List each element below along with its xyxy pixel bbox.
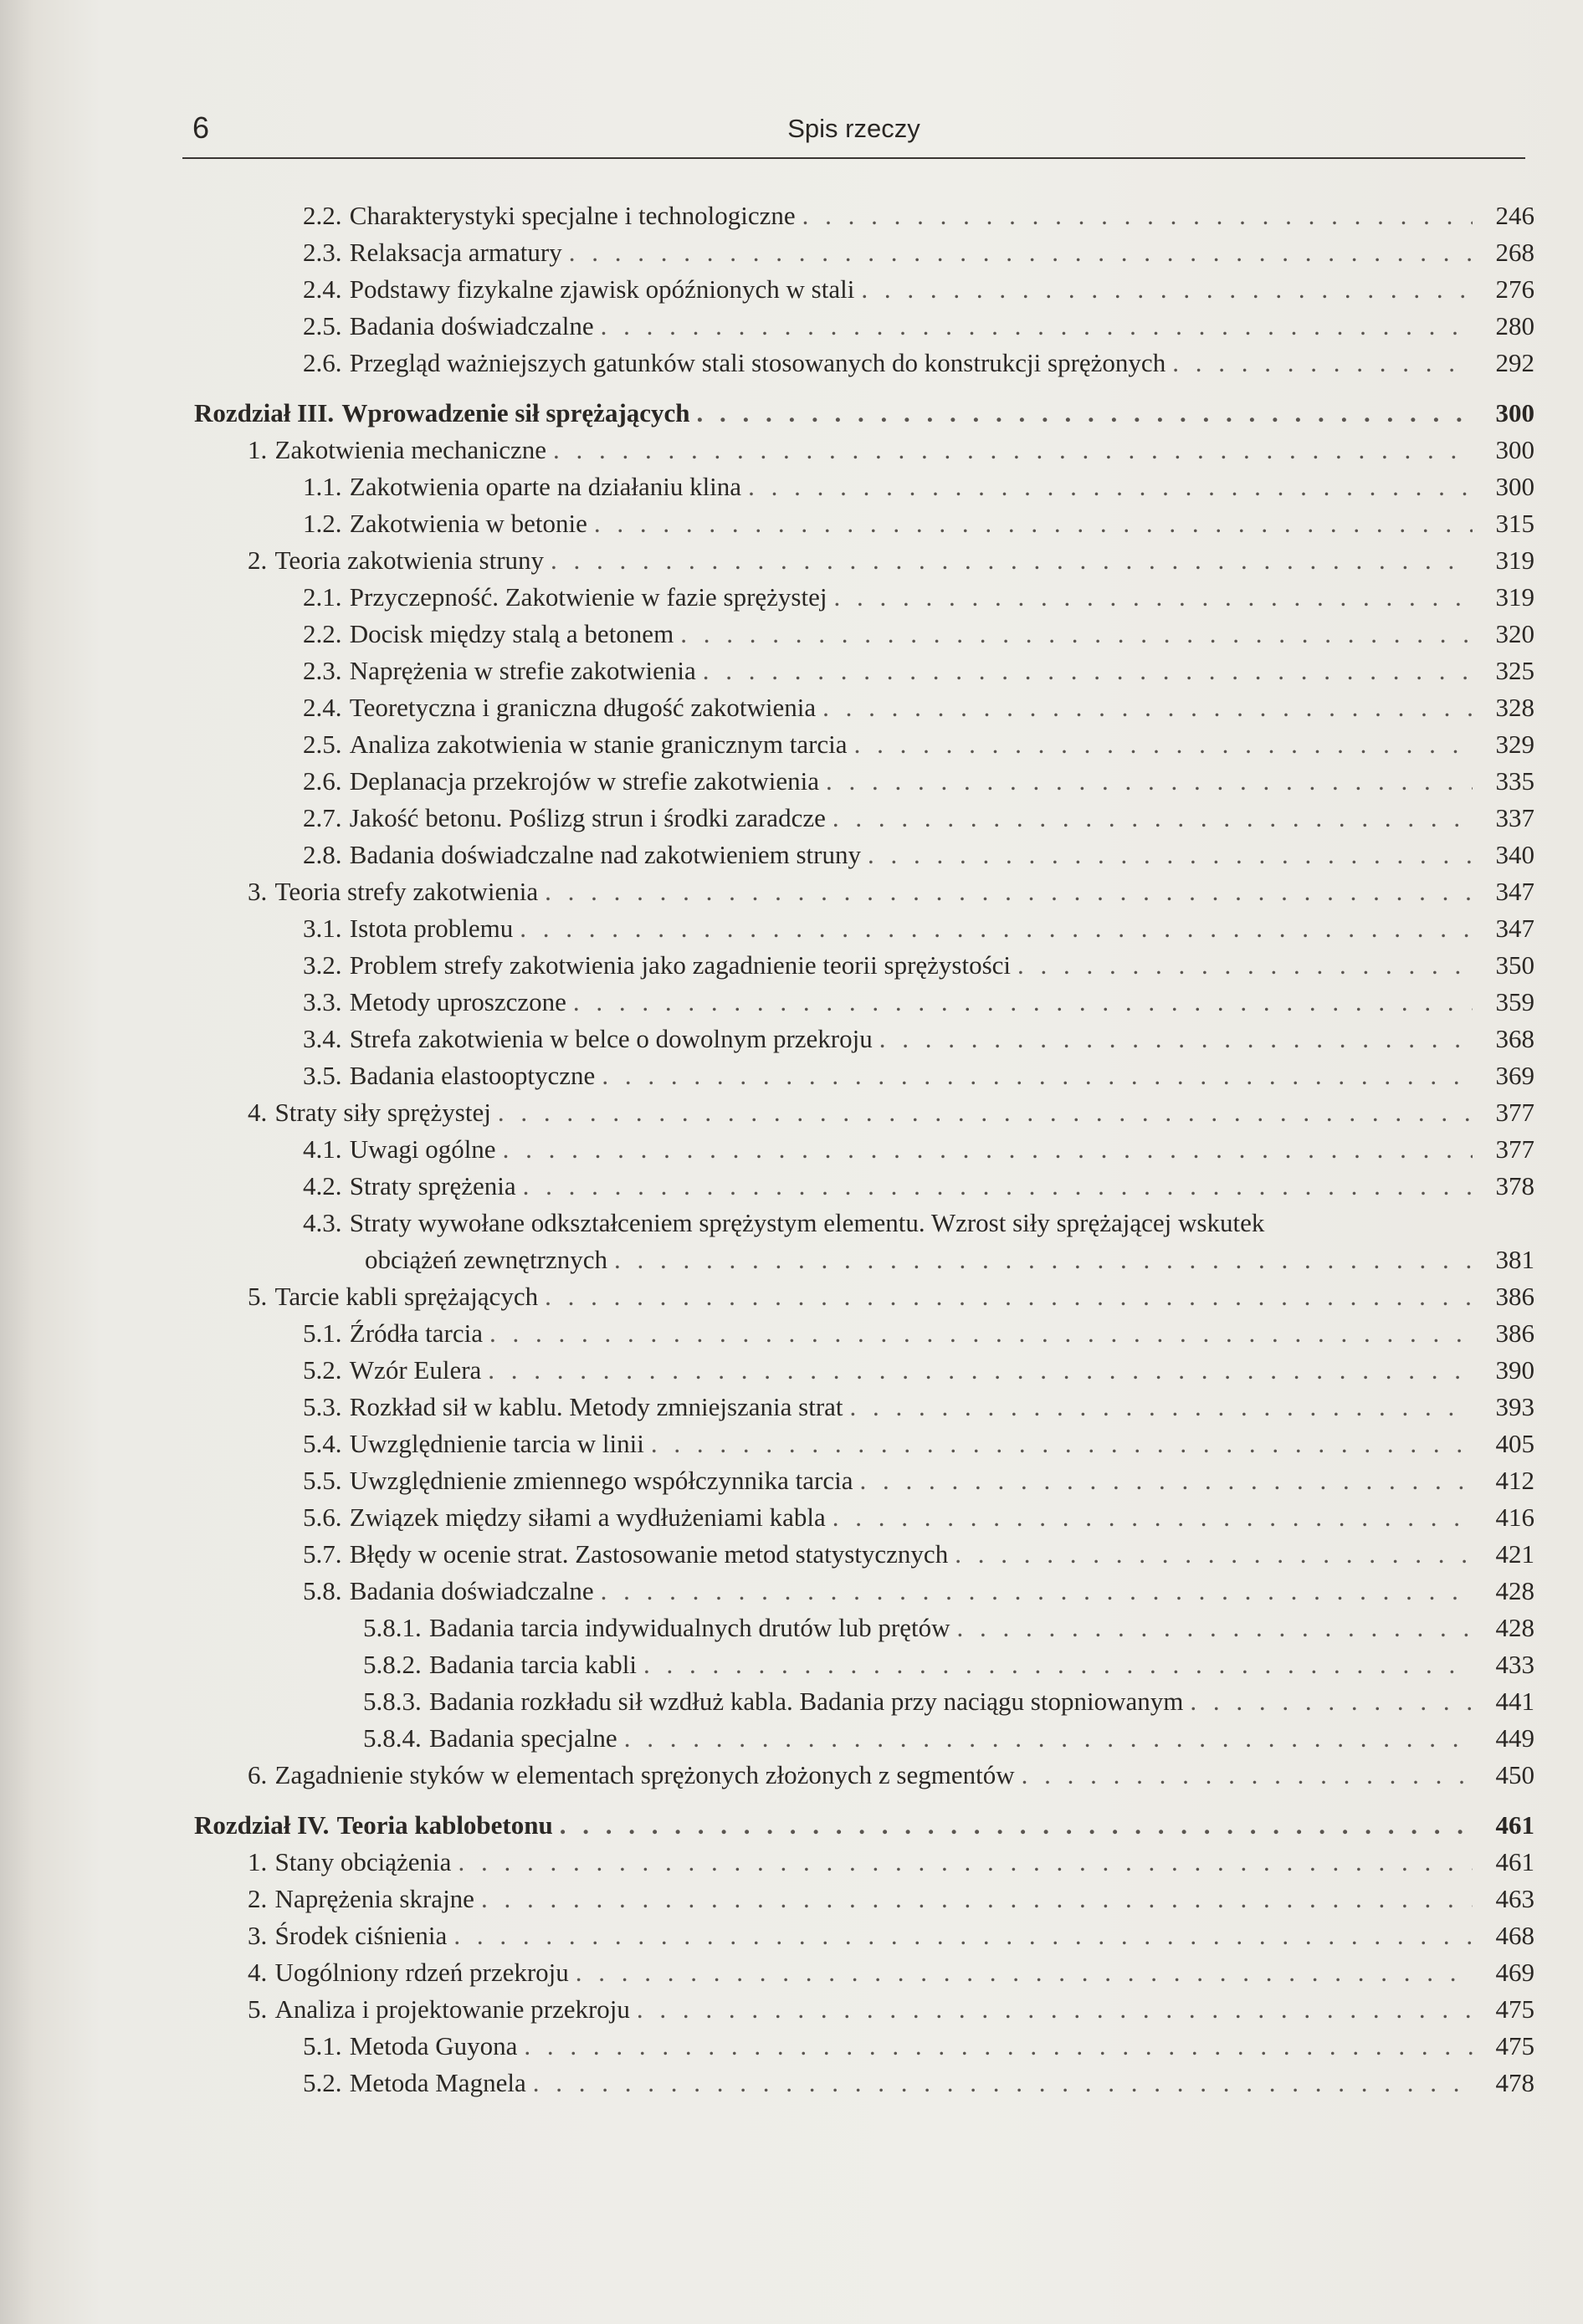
toc-entry-number: 1.1. (303, 472, 342, 501)
toc-entry-number: 4.3. (303, 1208, 342, 1237)
running-title: Spis rzeczy (787, 114, 920, 143)
toc-entry-page: 300 (1495, 398, 1534, 427)
toc-entry-number: 5.2. (303, 1355, 342, 1385)
toc-entry (303, 1389, 1534, 1426)
toc-entry (363, 1720, 1534, 1757)
toc-entry-title: Badania doświadczalne (349, 311, 594, 340)
dot-leader (643, 1646, 1473, 1683)
toc-entry-number: 6. (248, 1760, 268, 1789)
toc-entry-title: Naprężenia w strefie zakotwienia (349, 656, 696, 685)
toc-entry-title: Badania doświadczalne (349, 1576, 594, 1605)
toc-entry-number: 2.4. (303, 274, 342, 304)
toc-entry-number: 5.4. (303, 1429, 342, 1458)
dot-leader (551, 542, 1473, 579)
toc-entry-title: Straty wywołane odkształceniem sprężystym elementu. Wzrost siły sprężającej wskutek (349, 1208, 1265, 1237)
toc-entry-title: Uogólniony rdzeń przekroju (274, 1958, 569, 1987)
dot-leader (703, 653, 1473, 689)
toc-entry-title: Straty siły sprężystej (274, 1098, 491, 1127)
toc-entry-number: 3.3. (303, 987, 342, 1016)
toc-entry-title: Metoda Guyona (349, 2031, 518, 2060)
toc-entry-page: 300 (1495, 435, 1534, 464)
toc-entry (303, 726, 1534, 763)
dot-leader (832, 800, 1473, 837)
toc-entry-title: Badania rozkładu sił wzdłuż kabla. Badania przy naciągu stopniowanym (429, 1687, 1184, 1716)
dot-leader (503, 1131, 1473, 1168)
toc-entry (303, 1499, 1534, 1536)
dot-leader (601, 1573, 1473, 1610)
dot-leader (488, 1352, 1473, 1389)
toc-entry-title: obciążeń zewnętrznych (365, 1245, 608, 1274)
toc-entry-number: 5. (248, 1282, 268, 1311)
toc-entry-number: 5.8.4. (363, 1723, 422, 1753)
toc-entry-title: Tarcie kabli sprężających (274, 1282, 539, 1311)
dot-leader (1190, 1683, 1473, 1720)
toc-entry-title: Problem strefy zakotwienia jako zagadnienie teorii sprężystości (349, 950, 1012, 980)
toc-entry-page: 292 (1495, 348, 1534, 377)
toc-entry-title: Błędy w ocenie strat. Zastosowanie metod statystycznych (349, 1539, 949, 1569)
toc-entry (248, 873, 1534, 910)
toc-entry (303, 984, 1534, 1021)
toc-entry-page: 475 (1495, 1994, 1534, 2024)
dot-leader (524, 2028, 1473, 2065)
toc-entry-title: Metody uproszczone (349, 987, 566, 1016)
dot-leader (955, 1536, 1473, 1573)
toc-entry-title: Zakotwienia mechaniczne (274, 435, 547, 464)
dot-leader (1017, 947, 1473, 984)
toc-entry-number: 2. (248, 545, 268, 575)
toc-entry-page: 268 (1495, 238, 1534, 267)
toc-entry-number: 2.5. (303, 311, 342, 340)
dot-leader (533, 2065, 1473, 2101)
toc-entry-title: Teoria strefy zakotwienia (274, 877, 539, 906)
toc-entry (303, 1021, 1534, 1057)
dot-leader (560, 1807, 1473, 1844)
toc-entry-number: 1.2. (303, 509, 342, 538)
toc-entry (303, 234, 1534, 271)
toc-entry-page: 246 (1495, 201, 1534, 230)
toc-entry (303, 197, 1534, 234)
toc-entry-page: 393 (1495, 1392, 1534, 1421)
dot-leader (748, 468, 1473, 505)
toc-entry-number: 2.3. (303, 656, 342, 685)
toc-entry-title: Przyczepność. Zakotwienie w fazie sprężystej (349, 582, 827, 612)
toc-entry-page: 368 (1495, 1024, 1534, 1053)
toc-entry-page: 280 (1495, 311, 1534, 340)
dot-leader (832, 1499, 1473, 1536)
toc-entry (303, 616, 1534, 653)
toc-entry (363, 1646, 1534, 1683)
dot-leader (601, 308, 1473, 345)
dot-leader (489, 1315, 1473, 1352)
toc-entry-page: 416 (1495, 1502, 1534, 1532)
toc-entry (303, 689, 1534, 726)
toc-entry (248, 542, 1534, 579)
toc-entry-page: 475 (1495, 2031, 1534, 2060)
toc-entry-number: 2. (248, 1884, 268, 1913)
dot-leader (956, 1610, 1473, 1646)
toc-entry-title: Analiza i projektowanie przekroju (274, 1994, 630, 2024)
toc-entry (303, 579, 1534, 616)
toc-entry-page: 276 (1495, 274, 1534, 304)
toc-entry (303, 1352, 1534, 1389)
toc-entry (303, 800, 1534, 837)
dot-leader (602, 1057, 1473, 1094)
toc-entry-page: 412 (1495, 1466, 1534, 1495)
toc-entry-page: 461 (1495, 1810, 1534, 1840)
toc-entry-number: 5.1. (303, 1318, 342, 1348)
toc-entry (303, 2065, 1534, 2101)
toc-entry-page: 329 (1495, 729, 1534, 759)
toc-entry-page: 377 (1495, 1134, 1534, 1164)
dot-leader (520, 910, 1473, 947)
toc-entry-page: 469 (1495, 1958, 1534, 1987)
dot-leader (453, 1917, 1473, 1954)
toc-entry (303, 1536, 1534, 1573)
toc-entry-page: 463 (1495, 1884, 1534, 1913)
toc-entry-number: 3.5. (303, 1061, 342, 1090)
toc-entry-title: Stany obciążenia (274, 1847, 452, 1876)
toc-entry-title: Metoda Magnela (349, 2068, 526, 2097)
dot-leader (545, 1278, 1473, 1315)
toc-entry-page: 340 (1495, 840, 1534, 869)
toc-entry (303, 308, 1534, 345)
toc-entry (248, 1757, 1534, 1794)
toc-entry-page: 478 (1495, 2068, 1534, 2097)
toc-entry-title: Zagadnienie styków w elementach sprężonych złożonych z segmentów (274, 1760, 1015, 1789)
toc-entry-title: Podstawy fizykalne zjawisk opóźnionych w stali (349, 274, 855, 304)
toc-entry-title: Jakość betonu. Poślizg strun i środki zaradcze (349, 803, 826, 832)
toc-entry-page: 315 (1495, 509, 1534, 538)
toc-entry (303, 2028, 1534, 2065)
dot-leader (553, 432, 1473, 468)
toc-entry (303, 1205, 1534, 1241)
toc-entry-number: 3. (248, 1921, 268, 1950)
toc-entry (248, 1844, 1534, 1881)
toc-entry-title: Rozkład sił w kablu. Metody zmniejszania strat (349, 1392, 843, 1421)
toc-entry-page: 350 (1495, 950, 1534, 980)
toc-entry-page: 325 (1495, 656, 1534, 685)
toc-entry-title: Wzór Eulera (349, 1355, 482, 1385)
toc-entry-title: Teoria zakotwienia struny (274, 545, 545, 575)
dot-leader (826, 763, 1473, 800)
toc-entry-number: 5.8.3. (363, 1687, 422, 1716)
toc-entry (248, 1991, 1534, 2028)
toc-chapter-title: Teoria kablobetonu (336, 1810, 553, 1840)
toc-entry (303, 1315, 1534, 1352)
toc-entry-number: 3.1. (303, 914, 342, 943)
toc-entry-page: 386 (1495, 1318, 1534, 1348)
toc-entry (248, 432, 1534, 468)
toc-entry (303, 1131, 1534, 1168)
toc-entry-page: 378 (1495, 1171, 1534, 1200)
toc-entry-page: 347 (1495, 877, 1534, 906)
toc-entry (303, 1426, 1534, 1462)
toc-entry-page: 319 (1495, 582, 1534, 612)
dot-leader (1172, 345, 1473, 381)
dot-leader (651, 1426, 1473, 1462)
dot-leader (1022, 1757, 1473, 1794)
dot-leader (569, 234, 1473, 271)
toc-entry-number: 4. (248, 1098, 268, 1127)
dot-leader (624, 1720, 1473, 1757)
toc-entry-page: 450 (1495, 1760, 1534, 1789)
toc-entry-page: 449 (1495, 1723, 1534, 1753)
toc-entry (303, 1057, 1534, 1094)
toc-entry-title: Badania tarcia indywidualnych drutów lub prętów (429, 1613, 950, 1642)
toc-entry-page: 328 (1495, 693, 1534, 722)
toc-entry-number: 2.8. (303, 840, 342, 869)
toc-entry-page: 335 (1495, 766, 1534, 796)
dot-leader (594, 505, 1473, 542)
toc-entry-number: 5.5. (303, 1466, 342, 1495)
dot-leader (458, 1844, 1473, 1881)
dot-leader (802, 197, 1473, 234)
toc-entry-continuation (365, 1241, 1534, 1278)
toc-entry-number: 2.4. (303, 693, 342, 722)
toc-entry-page: 337 (1495, 803, 1534, 832)
page-header (182, 110, 1525, 159)
toc-entry-title: Istota problemu (349, 914, 514, 943)
toc-entry-title: Zakotwienia w betonie (349, 509, 587, 538)
toc-entry-title: Docisk między stalą a betonem (349, 619, 674, 648)
toc-chapter (194, 1807, 1534, 1844)
dot-leader (576, 1954, 1473, 1991)
toc-entry-number: 4. (248, 1958, 268, 1987)
toc-entry-page: 441 (1495, 1687, 1534, 1716)
toc-entry (303, 947, 1534, 984)
toc-entry-page: 347 (1495, 914, 1534, 943)
toc-entry-number: 4.2. (303, 1171, 342, 1200)
toc-entry-page: 428 (1495, 1613, 1534, 1642)
toc-entry-number: 5.2. (303, 2068, 342, 2097)
toc-entry-page: 468 (1495, 1921, 1534, 1950)
toc-entry-page: 421 (1495, 1539, 1534, 1569)
dot-leader (614, 1241, 1473, 1278)
toc-entry-number: 3. (248, 877, 268, 906)
toc-entry-number: 5.6. (303, 1502, 342, 1532)
toc-entry-number: 5.7. (303, 1539, 342, 1569)
toc-entry (363, 1610, 1534, 1646)
toc-entry-title: Przegląd ważniejszych gatunków stali stosowanych do konstrukcji sprężonych (349, 348, 1166, 377)
toc-entry (303, 837, 1534, 873)
toc-entry (248, 1954, 1534, 1991)
toc-entry (303, 1462, 1534, 1499)
toc-entry-title: Strefa zakotwienia w belce o dowolnym przekroju (349, 1024, 873, 1053)
toc-entry (303, 271, 1534, 308)
toc-entry (303, 345, 1534, 381)
toc-entry-title: Zakotwienia oparte na działaniu klina (349, 472, 742, 501)
toc-entry (303, 468, 1534, 505)
dot-leader (850, 1389, 1473, 1426)
dot-leader (573, 984, 1473, 1021)
toc-entry-title: Straty sprężenia (349, 1171, 516, 1200)
toc-entry-title: Uwzględnienie tarcia w linii (349, 1429, 644, 1458)
toc-entry-number: 2.1. (303, 582, 342, 612)
toc-entry-number: 5.8.1. (363, 1613, 422, 1642)
toc-entry-title: Deplanacja przekrojów w strefie zakotwienia (349, 766, 819, 796)
toc-chapter (194, 395, 1534, 432)
dot-leader (637, 1991, 1473, 2028)
page-number: 6 (192, 110, 210, 145)
toc-entry-page: 405 (1495, 1429, 1534, 1458)
toc-entry-number: 5.8. (303, 1576, 342, 1605)
dot-leader (859, 1462, 1473, 1499)
dot-leader (861, 271, 1473, 308)
toc-entry-page: 386 (1495, 1282, 1534, 1311)
toc-entry-title: Badania elastooptyczne (349, 1061, 596, 1090)
toc-entry-number: 2.2. (303, 201, 342, 230)
toc-entry-title: Badania specjalne (429, 1723, 617, 1753)
toc-entry-title: Naprężenia skrajne (274, 1884, 474, 1913)
toc-entry-number: 3.2. (303, 950, 342, 980)
dot-leader (879, 1021, 1473, 1057)
dot-leader (854, 726, 1473, 763)
toc-entry (363, 1683, 1534, 1720)
toc-entry-page: 428 (1495, 1576, 1534, 1605)
toc-entry-title: Teoretyczna i graniczna długość zakotwienia (349, 693, 817, 722)
toc-entry-title: Badania doświadczalne nad zakotwieniem struny (349, 840, 861, 869)
toc-entry (303, 1168, 1534, 1205)
toc-entry-page: 369 (1495, 1061, 1534, 1090)
toc-entry-title: Badania tarcia kabli (429, 1650, 637, 1679)
toc-entry (248, 1094, 1534, 1131)
toc-entry-number: 5. (248, 1994, 268, 2024)
dot-leader (697, 395, 1473, 432)
toc-entry-title: Uwagi ogólne (349, 1134, 496, 1164)
dot-leader (822, 689, 1473, 726)
toc-entry-title: Związek między siłami a wydłużeniami kabla (349, 1502, 826, 1532)
toc-entry (303, 653, 1534, 689)
toc-entry-page: 377 (1495, 1098, 1534, 1127)
dot-leader (868, 837, 1473, 873)
toc-entry-title: Charakterystyki specjalne i technologiczne (349, 201, 796, 230)
toc-entry-page: 461 (1495, 1847, 1534, 1876)
dot-leader (498, 1094, 1473, 1131)
toc-chapter-number: Rozdział IV. (194, 1810, 330, 1840)
toc-entry-page: 359 (1495, 987, 1534, 1016)
toc-entry-number: 5.3. (303, 1392, 342, 1421)
dot-leader (545, 873, 1473, 910)
toc-entry-number: 1. (248, 435, 268, 464)
toc-entry-page: 433 (1495, 1650, 1534, 1679)
toc-entry (248, 1278, 1534, 1315)
dot-leader (523, 1168, 1473, 1205)
toc-entry-page: 390 (1495, 1355, 1534, 1385)
toc-entry-number: 2.3. (303, 238, 342, 267)
toc-entry-page: 300 (1495, 472, 1534, 501)
toc-entry-title: Analiza zakotwienia w stanie granicznym tarcia (349, 729, 848, 759)
toc-entry-number: 2.6. (303, 348, 342, 377)
toc-entry-title: Źródła tarcia (349, 1318, 484, 1348)
toc-entry (303, 1573, 1534, 1610)
dot-leader (833, 579, 1473, 616)
toc-entry-number: 5.1. (303, 2031, 342, 2060)
toc-entry-number: 4.1. (303, 1134, 342, 1164)
toc-entry (303, 505, 1534, 542)
toc-entry-title: Środek ciśnienia (274, 1921, 448, 1950)
toc-entry-number: 3.4. (303, 1024, 342, 1053)
toc-entry-number: 2.7. (303, 803, 342, 832)
toc-entry (303, 763, 1534, 800)
toc-chapter-number: Rozdział III. (194, 398, 335, 427)
toc-entry-number: 2.5. (303, 729, 342, 759)
toc-entry-title: Relaksacja armatury (349, 238, 562, 267)
toc-entry (303, 910, 1534, 947)
toc-chapter-title: Wprowadzenie sił sprężających (341, 398, 690, 427)
toc-entry-page: 381 (1495, 1245, 1534, 1274)
toc-entry-number: 2.6. (303, 766, 342, 796)
toc-entry (248, 1881, 1534, 1917)
toc-entry-number: 5.8.2. (363, 1650, 422, 1679)
toc-entry-title: Uwzględnienie zmiennego współczynnika tarcia (349, 1466, 853, 1495)
dot-leader (680, 616, 1473, 653)
toc-entry-page: 320 (1495, 619, 1534, 648)
toc-entry (248, 1917, 1534, 1954)
dot-leader (481, 1881, 1473, 1917)
toc-entry-number: 2.2. (303, 619, 342, 648)
toc-entry-page: 319 (1495, 545, 1534, 575)
toc-entry-number: 1. (248, 1847, 268, 1876)
